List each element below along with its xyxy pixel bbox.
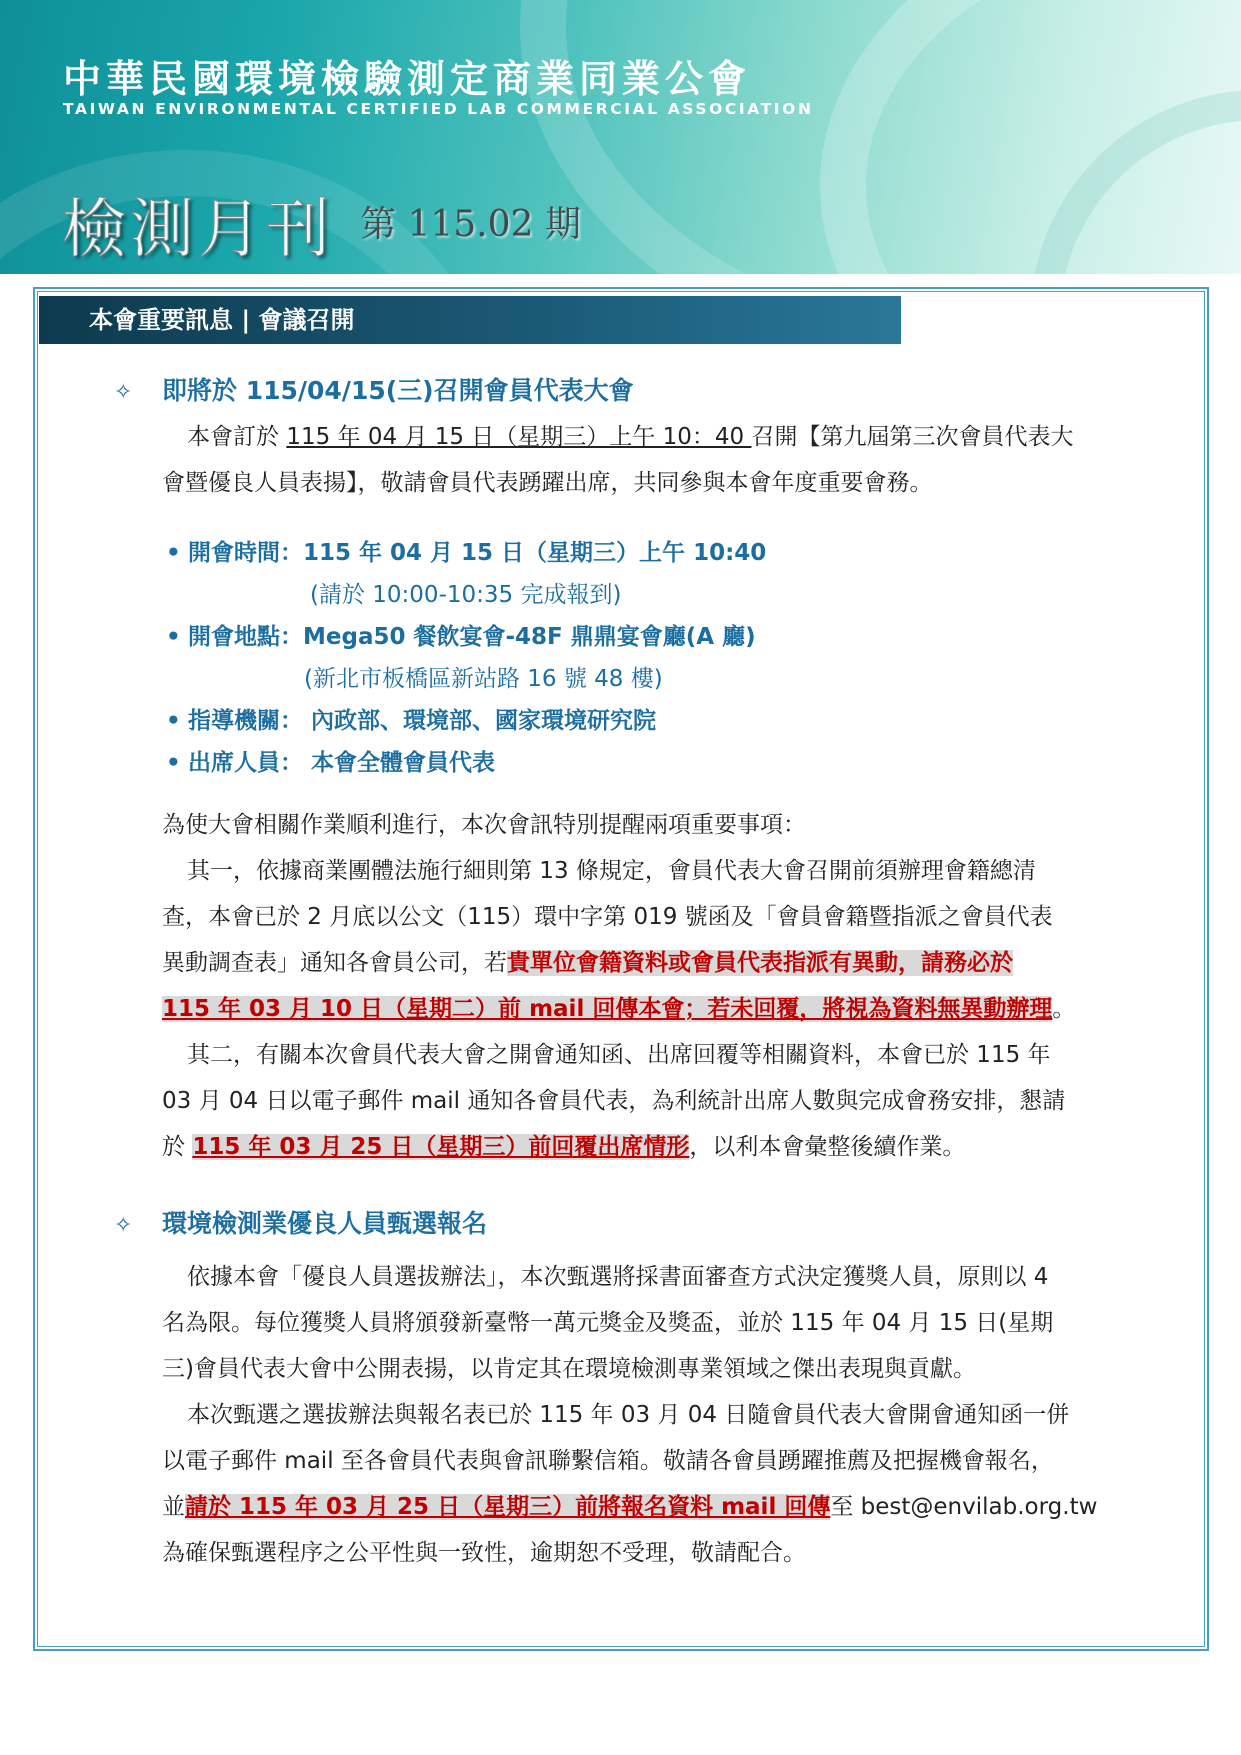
deadline-highlight: 115 年 03 月 25 日（星期三）前回覆出席情形 xyxy=(192,1134,690,1160)
intro-text: 本會訂於 xyxy=(187,424,287,450)
reminders xyxy=(162,802,1130,1170)
detail-value: Mega50 餐飲宴會-48F 鼎鼎宴會廳(A 廳) xyxy=(303,624,756,650)
detail-label: 開會地點： xyxy=(188,624,303,650)
award-text: 名為限。每位獲獎人員將頒發新臺幣一萬元獎金及獎盃，並於 115 年 04 月 15 日(星期 xyxy=(162,1310,1054,1336)
deadline-highlight: 115 年 03 月 10 日（星期二）前 mail 回傳本會；若未回覆，將視為資料無異動辦理 xyxy=(162,996,1053,1022)
deadline-highlight: 請於 115 年 03 月 25 日（星期三）前將報名資料 mail 回傳 xyxy=(185,1494,831,1520)
detail-label: 出席人員： xyxy=(188,750,312,776)
header-banner xyxy=(0,0,1241,274)
list-item xyxy=(166,742,766,784)
detail-value: 本會全體會員代表 xyxy=(311,750,496,776)
meeting-heading-text: 即將於 115/04/15(三)召開會員代表大會 xyxy=(162,376,634,405)
section-title-bar: 本會重要訊息 | 會議召開 xyxy=(39,296,901,344)
detail-note: (新北市板橋區新站路 16 號 48 樓) xyxy=(304,666,663,692)
bullet-icon: • xyxy=(166,624,181,650)
award-text: 為確保甄選程序之公平性與一致性，逾期恕不受理，敬請配合。 xyxy=(162,1540,806,1566)
list-item xyxy=(166,700,766,742)
reminder-text: 於 xyxy=(162,1134,193,1160)
meeting-details-list xyxy=(166,532,766,784)
reminder-text: 03 月 04 日以電子郵件 mail 通知各會員代表，為利統計出席人數與完成會務安排，懇請 xyxy=(162,1088,1066,1114)
meeting-heading xyxy=(114,371,634,407)
award-heading-text: 環境檢測業優良人員甄選報名 xyxy=(162,1209,488,1238)
award-body xyxy=(162,1254,1130,1576)
list-item xyxy=(166,532,766,574)
sparkle-icon: ✧ xyxy=(114,380,133,405)
meeting-intro xyxy=(162,414,1130,506)
magazine-title: 檢測月刊 xyxy=(62,193,334,267)
bullet-icon: • xyxy=(166,708,181,734)
list-item xyxy=(166,616,766,658)
award-text: 三)會員代表大會中公開表揚，以肯定其在環境檢測專業領域之傑出表現與貢獻。 xyxy=(162,1356,976,1382)
reminder-text: 。 xyxy=(1052,996,1076,1022)
reminder-text: 其一，依據商業團體法施行細則第 13 條規定，會員代表大會召開前須辦理會籍總清 xyxy=(187,858,1036,884)
detail-note: (請於 10:00-10:35 完成報到) xyxy=(310,582,622,608)
reminder-text: 查，本會已於 2 月底以公文（115）環中字第 019 號函及「會員會籍暨指派之會員代表 xyxy=(162,904,1053,930)
award-text: 依據本會「優良人員選拔辦法」，本次甄選將採書面審查方式決定獲獎人員，原則以 4 xyxy=(187,1264,1049,1290)
deadline-highlight: 貴單位會籍資料或會員代表指派有異動，請務必於 xyxy=(507,950,1013,976)
issue-number: 第 115.02 期 xyxy=(360,204,581,245)
award-text: 並 xyxy=(162,1494,185,1520)
award-text: 以電子郵件 mail 至各會員代表與會訊聯繫信箱。敬請各會員踴躍推薦及把握機會報名， xyxy=(162,1448,1054,1474)
org-name-english: TAIWAN ENVIRONMENTAL CERTIFIED LAB COMMERCIAL ASSOCIATION xyxy=(63,100,814,118)
reminder-text: ，以利本會彙整後續作業。 xyxy=(689,1134,966,1160)
sparkle-icon: ✧ xyxy=(114,1213,133,1238)
detail-value: 115 年 04 月 15 日（星期三）上午 10:40 xyxy=(303,540,767,566)
detail-value: 內政部、環境部、國家環境研究院 xyxy=(311,708,657,734)
detail-label: 開會時間： xyxy=(188,540,303,566)
org-name-chinese: 中華民國環境檢驗測定商業同業公會 xyxy=(63,57,752,101)
award-text: 本次甄選之選拔辦法與報名表已於 115 年 03 月 04 日隨會員代表大會開會通知函一併 xyxy=(187,1402,1070,1428)
intro-text: 會暨優良人員表揚】，敬請會員代表踴躍出席，共同參與本會年度重要會務。 xyxy=(162,470,933,496)
contact-email: 至 best@envilab.org.tw xyxy=(830,1494,1098,1520)
intro-text: 召開【第九屆第三次會員代表大 xyxy=(751,424,1074,450)
reminder-text: 其二，有關本次會員代表大會之開會通知函、出席回覆等相關資料，本會已於 115 年 xyxy=(187,1042,1051,1068)
detail-label: 指導機關： xyxy=(188,708,312,734)
reminder-text: 異動調查表」通知各會員公司，若 xyxy=(162,950,507,976)
reminder-intro: 為使大會相關作業順利進行，本次會訊特別提醒兩項重要事項： xyxy=(162,812,806,838)
bullet-icon: • xyxy=(166,750,181,776)
meeting-date-underlined: 115 年 04 月 15 日（星期三）上午 10：40 xyxy=(286,424,752,450)
bullet-icon: • xyxy=(166,540,181,566)
award-heading xyxy=(114,1204,487,1240)
